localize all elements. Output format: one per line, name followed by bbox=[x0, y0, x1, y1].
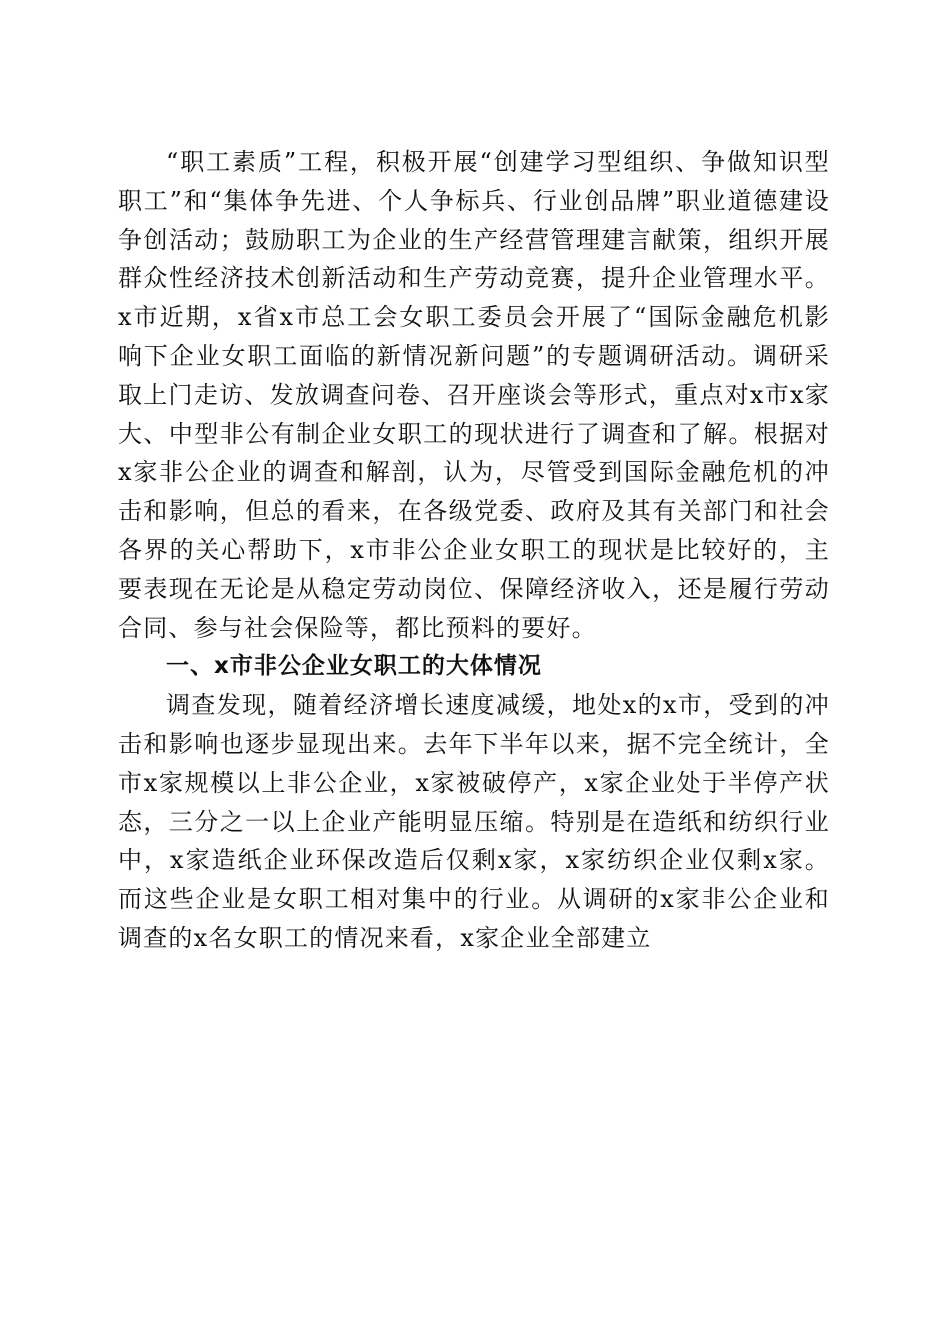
section-heading: 一、x市非公企业女职工的大体情况 bbox=[166, 653, 542, 680]
document-body bbox=[118, 143, 830, 958]
body-paragraph: “职工素质”工程，积极开展“创建学习型组织、争做知识型职工”和“集体争先进、个人争标兵、行业创品牌”职业道德建设争创活动；鼓励职工为企业的生产经营管理建言献策，组织开展群众性经济技术创新活动和生产劳动竞赛，提升企业管理水平。x市近期，x省x市总工会女职工委员会开展了“国际金融危机影响下企业女职工面临的新情况新问题”的专题调研活动。调研采取上门走访、发放调查问卷、召开座谈会等形式，重点对x市x家大、中型非公有制企业女职工的现状进行了调查和了解。根据对x家非公企业的调查和解剖，认为，尽管受到国际金融危机的冲击和影响，但总的看来，在各级党委、政府及其有关部门和社会各界的关心帮助下，x市非公企业女职工的现状是比较好的，主要表现在无论是从稳定劳动岗位、保障经济收入，还是履行劳动合同、参与社会保险等，都比预料的要好。 bbox=[118, 148, 830, 642]
body-paragraph: 调查发现，随着经济增长速度减缓，地处x的x市，受到的冲击和影响也逐步显现出来。去年下半年以来，据不完全统计，全市x家规模以上非公企业，x家被破停产，x家企业处于半停产状态，三分之一以上企业产能明显压缩。特别是在造纸和纺织行业中，x家造纸企业环保改造后仅剩x家，x家纺织企业仅剩x家。而这些企业是女职工相对集中的行业。从调研的x家非公企业和调查的x名女职工的情况来看，x家企业全部建立 bbox=[118, 691, 830, 952]
